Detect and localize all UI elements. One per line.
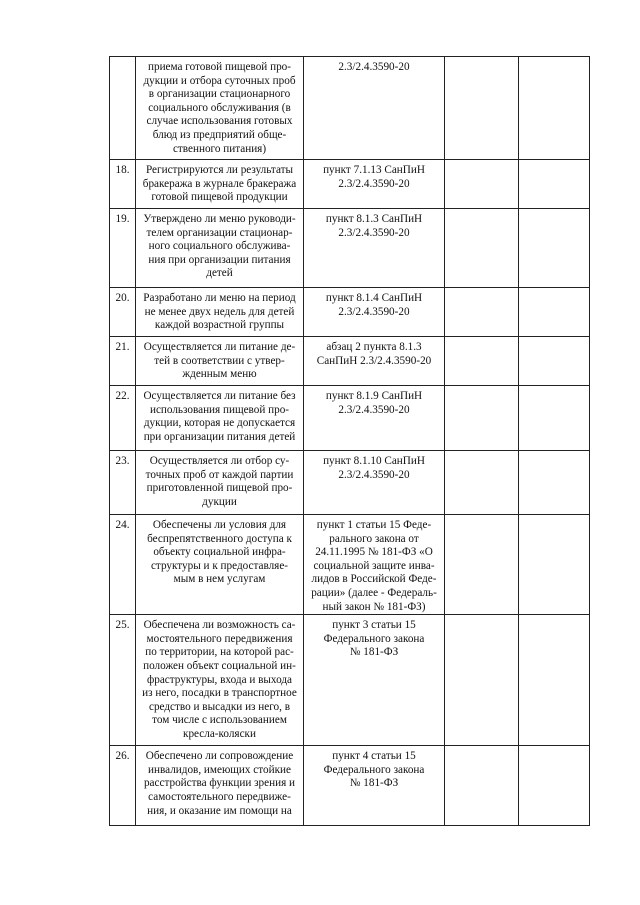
reference-line: абзац 2 пункта 8.1.3 <box>326 341 422 353</box>
table-row <box>110 746 590 826</box>
table-row <box>110 160 590 209</box>
table-row <box>110 615 590 746</box>
question-line: Утверждено ли меню руководи- <box>143 213 296 225</box>
checklist-table <box>109 56 590 826</box>
question-line: жденным меню <box>182 368 257 381</box>
question-line: средство и высадки из него, в <box>148 700 291 713</box>
answer-cell[interactable] <box>445 746 519 826</box>
question-line: ния, и оказание им помощи на <box>147 804 292 817</box>
question-line: случае использования готовых <box>146 115 293 128</box>
answer-cell[interactable] <box>445 160 519 209</box>
question-line: Разработано ли меню на период <box>143 292 296 304</box>
row-number: 21. <box>110 337 136 386</box>
answer-cell[interactable] <box>445 209 519 288</box>
row-number: 18. <box>110 160 136 209</box>
reference-line: пункт 8.1.9 СанПиН <box>325 390 423 402</box>
answer-cell[interactable] <box>445 288 519 337</box>
question-line: ственного питания) <box>172 142 267 155</box>
question-line: ния при организации питания <box>148 253 291 266</box>
reference-line: 2.3/2.4.3590-20 <box>338 468 410 481</box>
question-line: Регистрируются ли результаты <box>145 164 294 176</box>
reference-line: ный закон № 181-ФЗ) <box>322 600 426 613</box>
question-line: по территории, на которой рас- <box>145 646 294 659</box>
question-cell <box>136 160 304 209</box>
reference-cell <box>304 451 445 515</box>
question-cell <box>136 209 304 288</box>
table-row <box>110 337 590 386</box>
question-line: дукции <box>202 495 237 508</box>
reference-line: социальной защите инва- <box>313 559 435 572</box>
reference-line: 2.3/2.4.3590-20 <box>338 305 410 318</box>
question-line: в организации стационарного <box>148 88 291 101</box>
question-line: блюд из предприятий обще- <box>152 128 287 141</box>
row-number: 24. <box>110 515 136 615</box>
question-line: мостоятельного передвижения <box>146 632 293 645</box>
question-line: социального обслуживания (в <box>148 101 291 114</box>
reference-cell <box>304 209 445 288</box>
question-line: положен объект социальной ин- <box>143 659 296 672</box>
question-line: при организации питания детей <box>143 430 296 443</box>
note-cell[interactable] <box>519 337 590 386</box>
reference-line: СанПиН 2.3/2.4.3590-20 <box>316 354 432 367</box>
question-line: дукции, которая не допускается <box>143 417 296 430</box>
question-line: тей в соответствии с утвер- <box>154 354 285 367</box>
note-cell[interactable] <box>519 160 590 209</box>
reference-cell <box>304 615 445 746</box>
question-line: приема готовой пищевой про- <box>147 61 291 73</box>
reference-line: № 181-ФЗ <box>349 777 399 790</box>
question-line: Осуществляется ли питание без <box>143 390 296 402</box>
question-line: бракеража в журнале бракеража <box>142 177 297 190</box>
reference-line: лидов в Российской Феде- <box>311 573 437 586</box>
row-number: 20. <box>110 288 136 337</box>
reference-cell <box>304 288 445 337</box>
answer-cell[interactable] <box>445 57 519 160</box>
question-cell <box>136 386 304 451</box>
question-cell <box>136 746 304 826</box>
reference-line: пункт 7.1.13 СанПиН <box>323 164 425 176</box>
answer-cell[interactable] <box>445 515 519 615</box>
question-line: Осуществляется ли отбор су- <box>149 455 290 467</box>
question-line: Обеспечена ли возможность са- <box>143 619 296 632</box>
reference-line: пункт 1 статьи 15 Феде- <box>316 519 432 531</box>
question-line: том числе с использованием <box>152 714 287 727</box>
question-line: самостоятельного передвиже- <box>148 790 291 803</box>
note-cell[interactable] <box>519 288 590 337</box>
reference-cell <box>304 515 445 615</box>
answer-cell[interactable] <box>445 615 519 746</box>
table-row <box>110 288 590 337</box>
table-row <box>110 57 590 160</box>
question-cell <box>136 337 304 386</box>
answer-cell[interactable] <box>445 337 519 386</box>
table-row <box>110 209 590 288</box>
note-cell[interactable] <box>519 515 590 615</box>
question-line: телем организации стационар- <box>146 226 293 239</box>
question-line: приготовленной пищевой про- <box>146 482 293 495</box>
row-number: 26. <box>110 746 136 826</box>
note-cell[interactable] <box>519 57 590 160</box>
question-line: объекту социальной инфра- <box>153 546 286 559</box>
question-line: готовой пищевой продукции <box>151 191 288 204</box>
answer-cell[interactable] <box>445 386 519 451</box>
reference-line: пункт 4 статьи 15 <box>332 750 416 763</box>
note-cell[interactable] <box>519 386 590 451</box>
reference-line: пункт 8.1.4 СанПиН <box>325 292 423 304</box>
reference-line: пункт 8.1.10 СанПиН <box>323 455 425 467</box>
table-row <box>110 386 590 451</box>
reference-cell <box>304 746 445 826</box>
question-line: каждой возрастной группы <box>154 319 285 332</box>
table-row <box>110 515 590 615</box>
row-number: 19. <box>110 209 136 288</box>
reference-cell <box>304 57 445 160</box>
reference-line: рального закона от <box>329 532 419 545</box>
checklist-body <box>110 57 590 826</box>
question-line: Обеспечены ли условия для <box>152 519 287 531</box>
question-line: детей <box>206 267 233 280</box>
question-line: использования пищевой про- <box>149 403 290 416</box>
row-number: 22. <box>110 386 136 451</box>
question-line: структуры и к предоставляе- <box>150 559 289 572</box>
reference-cell <box>304 337 445 386</box>
note-cell[interactable] <box>519 451 590 515</box>
question-cell <box>136 615 304 746</box>
table-row <box>110 451 590 515</box>
reference-line: 2.3/2.4.3590-20 <box>338 61 410 73</box>
reference-cell <box>304 160 445 209</box>
row-number: 23. <box>110 451 136 515</box>
question-line: фраструктуры, входа и выхода <box>146 673 293 686</box>
row-number: 25. <box>110 615 136 746</box>
reference-line: Федерального закона <box>323 763 425 776</box>
question-line: точных проб от каждой партии <box>145 468 294 481</box>
reference-line: 2.3/2.4.3590-20 <box>338 177 410 190</box>
reference-line: пункт 8.1.3 СанПиН <box>325 213 423 225</box>
question-cell <box>136 451 304 515</box>
question-line: мым в нем услугам <box>173 573 266 586</box>
question-line: беспрепятственного доступа к <box>147 532 292 545</box>
reference-line: пункт 3 статьи 15 <box>332 619 416 632</box>
reference-line: 2.3/2.4.3590-20 <box>338 226 410 239</box>
question-line: ного социального обслужива- <box>148 240 291 253</box>
reference-line: Федерального закона <box>323 632 425 645</box>
note-cell[interactable] <box>519 209 590 288</box>
note-cell[interactable] <box>519 746 590 826</box>
reference-line: рации» (далее - Федераль- <box>311 586 437 599</box>
answer-cell[interactable] <box>445 451 519 515</box>
row-number <box>110 57 136 160</box>
question-line: Обеспечено ли сопровождение <box>145 750 294 763</box>
question-line: Осуществляется ли питание де- <box>143 341 296 353</box>
question-line: не менее двух недель для детей <box>144 305 295 318</box>
reference-line: 2.3/2.4.3590-20 <box>338 403 410 416</box>
reference-line: 24.11.1995 № 181-ФЗ «О <box>315 546 433 559</box>
question-cell <box>136 57 304 160</box>
reference-line: № 181-ФЗ <box>349 646 399 659</box>
reference-cell <box>304 386 445 451</box>
question-line: инвалидов, имеющих стойкие <box>148 763 291 776</box>
question-line: расстройства функции зрения и <box>143 777 296 790</box>
question-line: дукции и отбора суточных проб <box>143 74 296 87</box>
question-cell <box>136 288 304 337</box>
question-cell <box>136 515 304 615</box>
note-cell[interactable] <box>519 615 590 746</box>
question-line: из него, посадки в транспортное <box>142 687 297 700</box>
question-line: кресла-коляски <box>183 727 256 740</box>
